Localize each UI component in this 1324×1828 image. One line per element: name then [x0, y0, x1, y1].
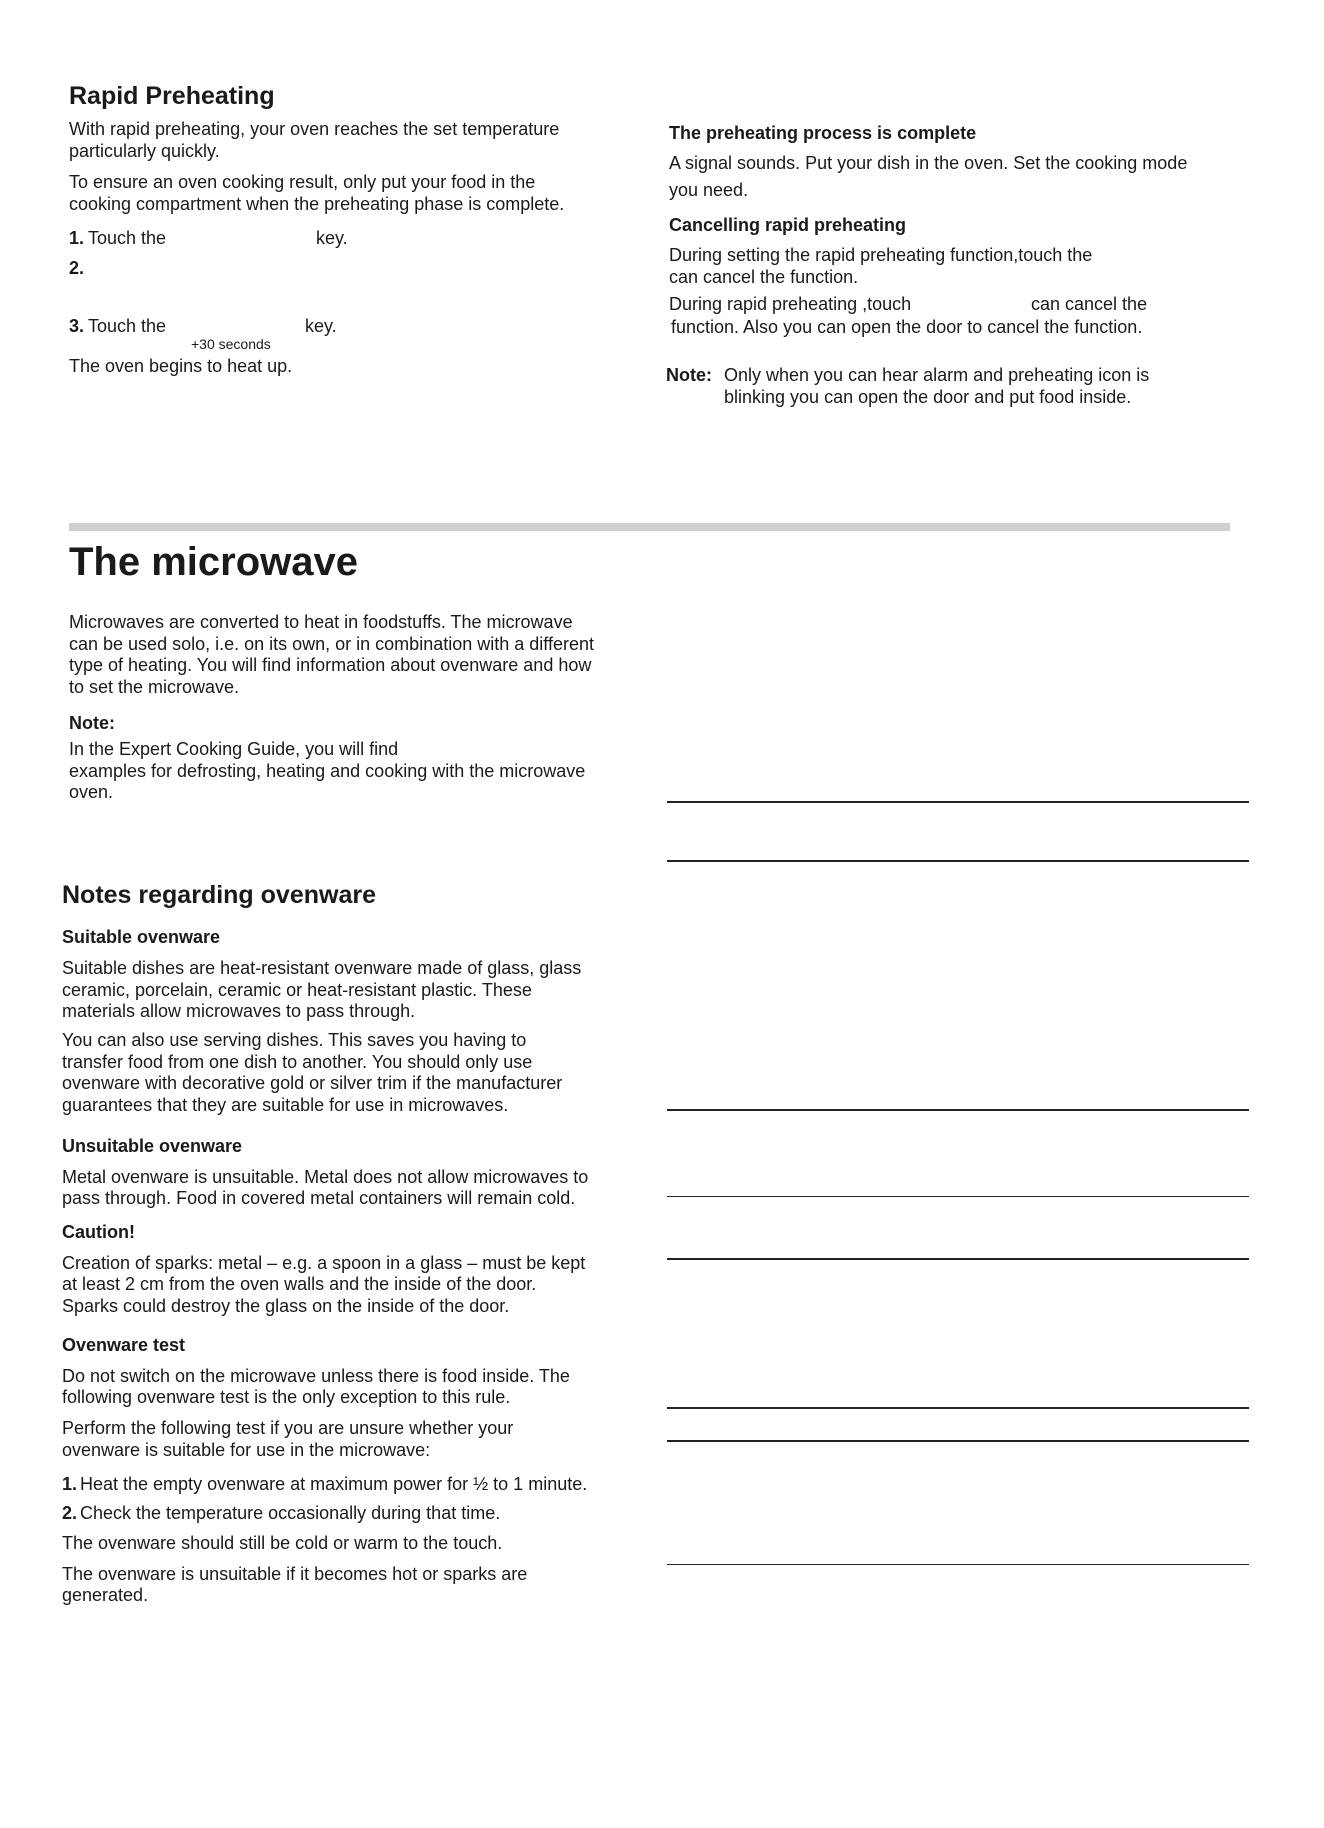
caution-heading: Caution!	[62, 1222, 135, 1242]
microwave-note-label: Note:	[69, 713, 115, 733]
test-step2-text: Check the temperature occasionally during that time.	[80, 1503, 501, 1523]
note-right-line1: Only when you can hear alarm and preheating icon is	[724, 365, 1150, 385]
microwave-note-line3: oven.	[69, 782, 114, 802]
microwave-note-line1: In the Expert Cooking Guide, you will find	[69, 739, 399, 759]
rapid-p1-line2: particularly quickly.	[69, 141, 220, 161]
step2-number: 2.	[69, 258, 85, 278]
cancel-p2-a: During rapid preheating ,touch	[669, 294, 912, 314]
rule-5	[667, 1258, 1249, 1260]
microwave-note-line2: examples for defrosting, heating and cooking with the microwave	[69, 761, 586, 781]
test-result2-line2: generated.	[62, 1585, 149, 1605]
suitable-heading: Suitable ovenware	[62, 927, 221, 947]
preheat-complete-heading: The preheating process is complete	[669, 123, 977, 143]
rapid-p1-line1: With rapid preheating, your oven reaches the set temperature	[69, 119, 560, 139]
rule-7	[667, 1440, 1249, 1442]
microwave-intro-line2: can be used solo, i.e. on its own, or in combination with a different	[69, 634, 594, 654]
microwave-heading: The microwave	[69, 540, 359, 584]
unsuitable-heading: Unsuitable ovenware	[62, 1136, 243, 1156]
suitable-p1-line3: materials allow microwaves to pass through.	[62, 1001, 416, 1021]
microwave-intro-line3: type of heating. You will find information about ovenware and how	[69, 655, 592, 675]
step3-subtext: +30 seconds	[191, 336, 271, 352]
rule-8	[667, 1564, 1249, 1565]
rule-6	[667, 1407, 1249, 1409]
test-step1-number: 1.	[62, 1474, 78, 1494]
caution-line2: at least 2 cm from the oven walls and the inside of the door.	[62, 1274, 537, 1294]
suitable-p2-line4: guarantees that they are suitable for use in microwaves.	[62, 1095, 509, 1115]
note-label-right: Note:	[666, 365, 712, 385]
suitable-p2-line3: ovenware with decorative gold or silver trim if the manufacturer	[62, 1073, 563, 1093]
suitable-p1-line1: Suitable dishes are heat-resistant ovenware made of glass, glass	[62, 958, 582, 978]
suitable-p1-line2: ceramic, porcelain, ceramic or heat-resistant plastic. These	[62, 980, 532, 1000]
cancel-p1-line2: can cancel the function.	[669, 267, 859, 287]
rapid-preheating-heading: Rapid Preheating	[69, 82, 275, 110]
step1-text-b: key.	[316, 228, 348, 248]
test-step1-text: Heat the empty ovenware at maximum power for ½ to 1 minute.	[80, 1474, 588, 1494]
microwave-intro-line1: Microwaves are converted to heat in foodstuffs. The microwave	[69, 612, 573, 632]
step3-text-b: key.	[305, 316, 337, 336]
cancel-p2-b: can cancel the	[1031, 294, 1148, 314]
microwave-intro-line4: to set the microwave.	[69, 677, 240, 697]
test-step2-number: 2.	[62, 1503, 78, 1523]
rapid-p2-line2: cooking compartment when the preheating phase is complete.	[69, 194, 565, 214]
test-p1-line1: Do not switch on the microwave unless there is food inside. The	[62, 1366, 570, 1386]
test-result2-line1: The ovenware is unsuitable if it becomes hot or sparks are	[62, 1564, 528, 1584]
caution-line1: Creation of sparks: metal – e.g. a spoon in a glass – must be kept	[62, 1253, 586, 1273]
test-p2-line2: ovenware is suitable for use in the microwave:	[62, 1440, 431, 1460]
test-heading: Ovenware test	[62, 1335, 186, 1355]
unsuitable-line2: pass through. Food in covered metal containers will remain cold.	[62, 1188, 576, 1208]
step1-text-a: Touch the	[88, 228, 167, 248]
rapid-result: The oven begins to heat up.	[69, 356, 293, 376]
step3-number: 3.	[69, 316, 85, 336]
cancel-heading: Cancelling rapid preheating	[669, 215, 907, 235]
suitable-p2-line2: transfer food from one dish to another. You should only use	[62, 1052, 533, 1072]
unsuitable-line1: Metal ovenware is unsuitable. Metal does not allow microwaves to	[62, 1167, 589, 1187]
cancel-p2-c: function. Also you can open the door to cancel the function.	[671, 317, 1143, 337]
step3-text-a: Touch the	[88, 316, 167, 336]
rapid-p2-line1: To ensure an oven cooking result, only put your food in the	[69, 172, 536, 192]
ovenware-heading: Notes regarding ovenware	[62, 881, 376, 909]
step1-number: 1.	[69, 228, 85, 248]
rule-2	[667, 860, 1249, 862]
test-p1-line2: following ovenware test is the only exception to this rule.	[62, 1387, 511, 1407]
preheat-complete-line2: you need.	[669, 180, 749, 200]
section-divider	[69, 523, 1230, 531]
caution-line3: Sparks could destroy the glass on the inside of the door.	[62, 1296, 510, 1316]
rule-3	[667, 1109, 1249, 1111]
rule-1	[667, 801, 1249, 803]
rule-4	[667, 1196, 1249, 1197]
cancel-p1-line1: During setting the rapid preheating function,touch the	[669, 245, 1093, 265]
test-result1: The ovenware should still be cold or warm to the touch.	[62, 1533, 503, 1553]
suitable-p2-line1: You can also use serving dishes. This saves you having to	[62, 1030, 527, 1050]
preheat-complete-line1: A signal sounds. Put your dish in the oven. Set the cooking mode	[669, 153, 1188, 173]
test-p2-line1: Perform the following test if you are unsure whether your	[62, 1418, 514, 1438]
note-right-line2: blinking you can open the door and put food inside.	[724, 387, 1132, 407]
